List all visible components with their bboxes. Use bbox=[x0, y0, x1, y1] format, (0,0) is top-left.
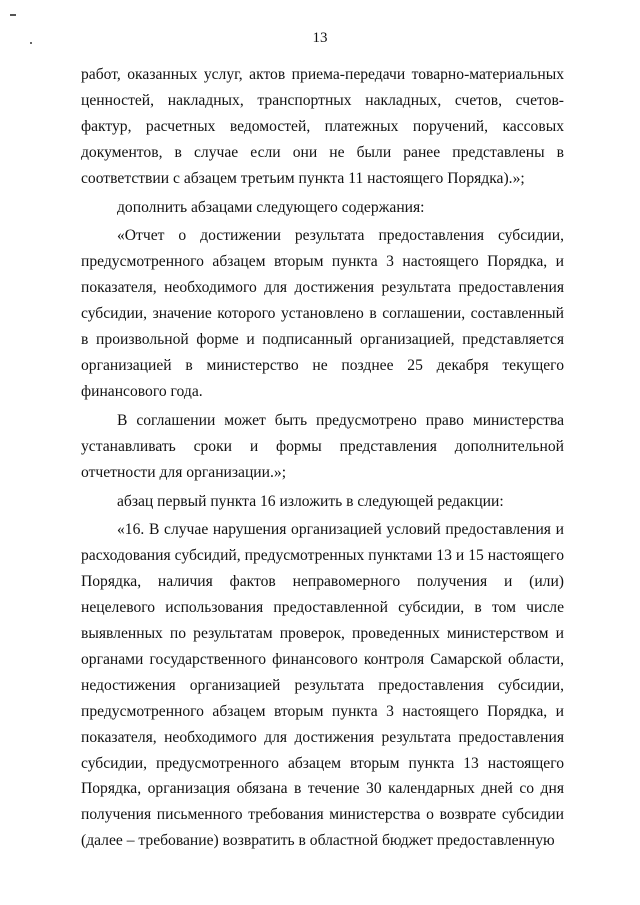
paragraph-continuation: работ, оказанных услуг, актов приема-передачи товарно-материальных ценностей, накладных, транспортных накладных, счетов, счетов-фактур, расчетных ведомостей, платежных поручений, кассовых документов, в случае если они не были ранее представлены в соответствии с абзацем третьим пункта 11 настоящего Порядка).»; bbox=[81, 66, 564, 187]
paragraph-amendment-intro: дополнить абзацами следующего содержания: bbox=[117, 198, 425, 216]
paragraph-agreement: В соглашении может быть предусмотрено право министерства устанавливать сроки и формы представления дополнительной отчетности для организации.»; bbox=[81, 411, 564, 481]
document-body bbox=[81, 62, 564, 854]
scan-mark bbox=[10, 14, 16, 16]
paragraph-report: «Отчет о достижении результата предоставления субсидии, предусмотренного абзацем вторым пункта 3 настоящего Порядка, и показателя, необходимого для достижения результата предоставления субсидии, значение которого установлено в соглашении, составленный в произвольной форме и подписанный организацией, представляется организацией в министерство не позднее 25 декабря текущего финансового года. bbox=[81, 227, 564, 400]
paragraph-clause-16: «16. В случае нарушения организацией условий предоставления и расходования субсидий, предусмотренных пунктами 13 и 15 настоящего Порядка, наличия фактов неправомерного получения и (или) нецелевого использования предоставленной субсидии, в том числе выявленных по результатам проверок, проведенных министерством и органами государственного финансового контроля Самарской области, недостижения организацией результата предоставления субсидии, предусмотренного абзацем вторым пункта 3 настоящего Порядка, и показателя, необходимого для достижения результата предоставления субсидии, предусмотренного абзацем вторым пункта 13 настоящего Порядка, организация обязана в течение 30 календарных дней со дня получения письменного требования министерства о возврате субсидии (далее – требование) возвратить в областной бюджет предоставленную bbox=[81, 521, 564, 850]
paragraph-amendment-16: абзац первый пункта 16 изложить в следующей редакции: bbox=[117, 492, 504, 510]
page-number: 13 bbox=[312, 30, 328, 46]
